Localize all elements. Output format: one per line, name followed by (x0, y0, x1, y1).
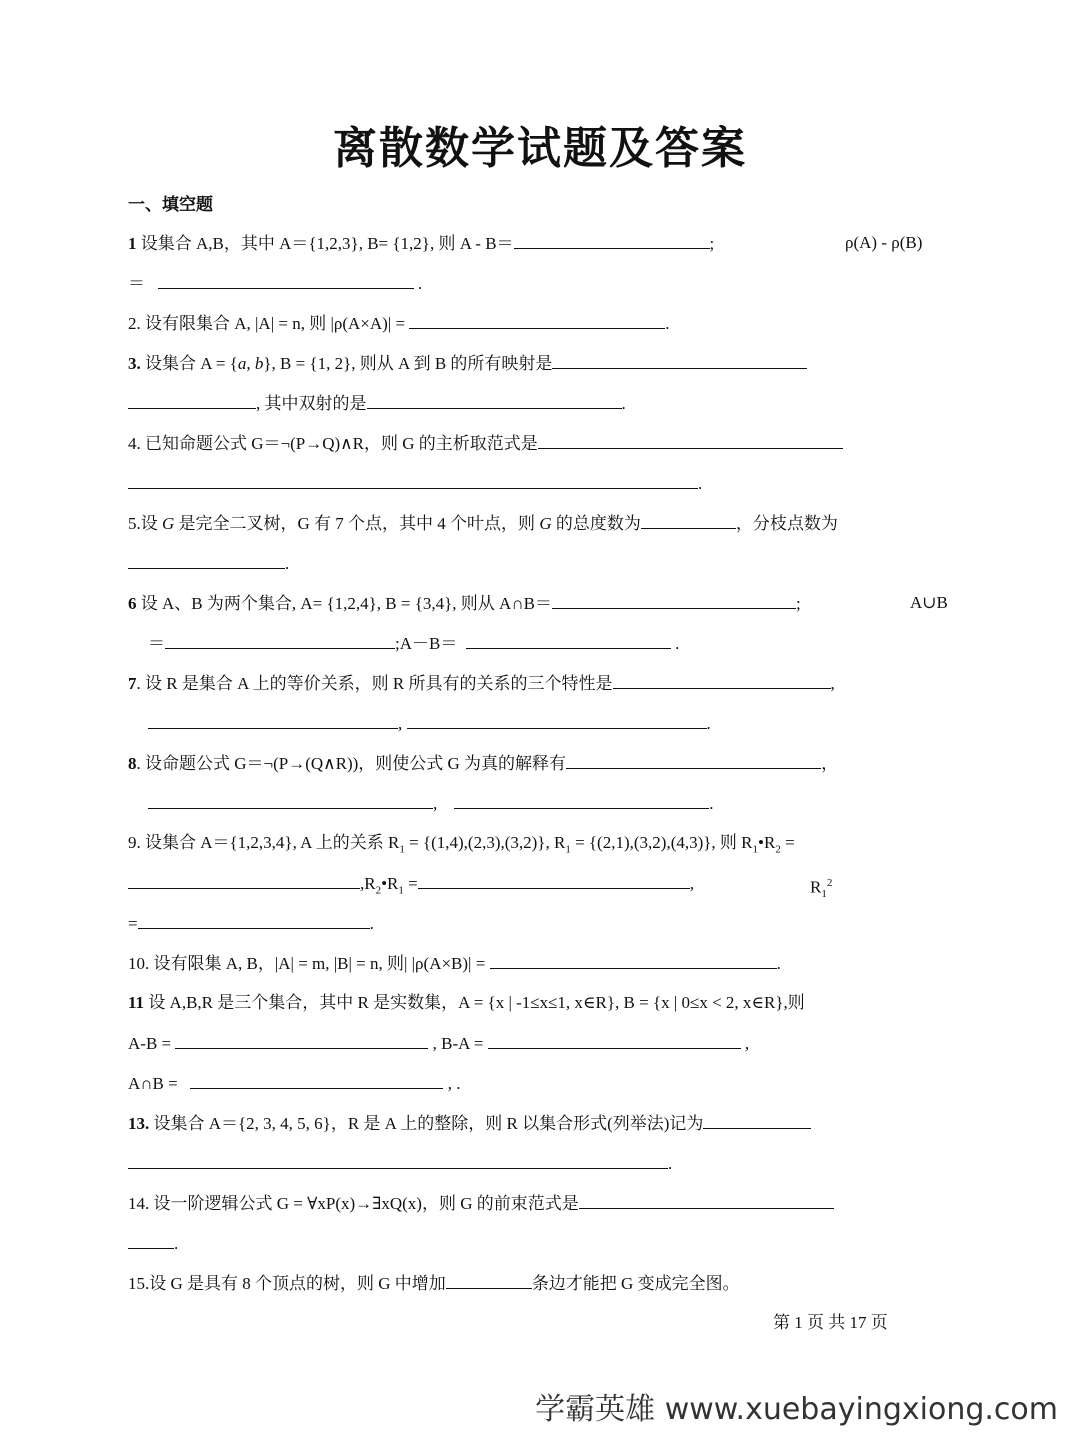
answer-blank (552, 351, 807, 369)
question-2 (128, 311, 670, 336)
superscript: 2 (826, 877, 833, 889)
question-15 (128, 1271, 740, 1296)
subscript: 1 (398, 884, 404, 897)
subscript: 1 (821, 888, 827, 901)
question-text: 10. 设有限集 A, B，|A| = m, |B| = n, 则| |ρ(A×B)| = (128, 954, 490, 973)
question-text: = (780, 833, 795, 852)
punct: ; (795, 594, 801, 613)
question-number: 11 (128, 993, 145, 1012)
question-6-union: A∪B (910, 593, 948, 612)
question-text: ，分枝点数为 (735, 514, 838, 533)
answer-blank (128, 551, 285, 569)
answer-blank (566, 751, 821, 769)
separator: , (398, 714, 407, 733)
punct: , . (443, 1074, 461, 1093)
question-14-line2 (128, 1231, 178, 1256)
question-9-line2 (128, 871, 694, 902)
question-1-line2 (128, 271, 422, 296)
page-title: 离散数学试题及答案 (333, 123, 747, 174)
punct: , (689, 874, 694, 893)
equals: ＝ (148, 634, 165, 653)
answer-blank (367, 391, 622, 409)
question-9 (128, 831, 795, 861)
punct: . (698, 474, 703, 493)
answer-blank (514, 231, 710, 249)
question-text: 2. 设有限集合 A, |A| = n, 则 |ρ(A×A)| = (128, 314, 410, 333)
question-11-line2 (128, 1031, 749, 1056)
question-9-r1-squared (810, 871, 832, 906)
question-number: 3. (128, 354, 141, 373)
question-number: 7 (128, 674, 137, 693)
answer-blank (148, 711, 398, 729)
punct: . (668, 1154, 673, 1173)
question-text: •R (758, 833, 776, 852)
punct: . (670, 634, 680, 653)
answer-blank (538, 431, 843, 449)
question-text: 设集合 A = { (140, 354, 238, 373)
equals: = (128, 914, 138, 933)
answer-blank (418, 871, 690, 889)
subscript: 2 (775, 843, 781, 856)
question-1 (128, 231, 714, 256)
question-text: ;A－B＝ (395, 634, 462, 653)
question-text: , B-A = (428, 1034, 488, 1053)
answer-blank (552, 591, 796, 609)
subscript: 1 (565, 843, 571, 856)
question-text: = (403, 874, 418, 893)
question-14 (128, 1191, 834, 1216)
punct: . (709, 794, 714, 813)
question-8 (128, 751, 838, 776)
question-6 (128, 591, 801, 616)
question-13 (128, 1111, 811, 1136)
question-number: 1 (128, 234, 137, 253)
question-11 (128, 991, 805, 1015)
answer-blank (175, 1031, 428, 1049)
equals: ＝ (128, 274, 145, 293)
answer-blank (148, 791, 433, 809)
question-9-line3 (128, 911, 374, 936)
subscript: 2 (375, 884, 382, 897)
subscript: 1 (399, 843, 405, 856)
answer-blank (407, 711, 707, 729)
punct: . (174, 1234, 179, 1253)
question-4-line2 (128, 471, 702, 496)
punct: , (740, 1034, 750, 1053)
question-text: 4. 已知命题公式 G＝¬(P→Q)∧R，则 G 的主析取范式是 (128, 434, 538, 453)
subscript: 1 (752, 843, 759, 856)
question-number: 8 (128, 754, 137, 773)
question-text: 14. 设一阶逻辑公式 G = ∀xP(x)→∃xQ(x)，则 G 的前束范式是 (128, 1194, 579, 1213)
var-g: G (539, 514, 552, 533)
watermark: 学霸英雄 www.xuebayingxiong.com (535, 1392, 1058, 1427)
answer-blank (454, 791, 709, 809)
answer-blank (128, 391, 256, 409)
answer-blank (409, 311, 665, 329)
answer-blank (128, 1151, 668, 1169)
question-1-rho: ρ(A) - ρ(B) (845, 233, 923, 252)
question-7 (128, 671, 835, 696)
punct: . (369, 914, 374, 933)
question-10 (128, 951, 781, 976)
punct: , (830, 674, 835, 693)
var-b: b (254, 354, 264, 373)
separator: , (433, 794, 442, 813)
answer-blank (128, 1231, 174, 1249)
punct: . (621, 394, 626, 413)
question-text: 设集合 A＝{2, 3, 4, 5, 6}，R 是 A 上的整除，则 R 以集合形式(列举法)记为 (149, 1114, 704, 1133)
punct: . (665, 314, 670, 333)
question-text: 设 A、B 为两个集合, A= {1,2,4}, B = {3,4}, 则从 A∩B＝ (136, 594, 552, 613)
answer-blank (641, 511, 736, 529)
question-text: = {(2,1),(3,2),(4,3)}, 则 R (570, 833, 753, 852)
question-6-line2 (148, 631, 679, 656)
answer-blank (165, 631, 395, 649)
question-text: }, B = {1, 2}, 则从 A 到 B 的所有映射是 (263, 354, 553, 373)
question-13-line2 (128, 1151, 672, 1176)
question-text: . 设 R 是集合 A 上的等价关系，则 R 所具有的关系的三个特性是 (136, 674, 613, 693)
question-7-line2 (148, 711, 711, 736)
question-text: , 其中双射的是 (256, 394, 367, 413)
punct: ， (821, 754, 839, 773)
question-text: 设集合 A,B，其中 A＝{1,2,3}, B= {1,2}, 则 A - B＝ (136, 234, 514, 253)
answer-blank (579, 1191, 834, 1209)
var-a: a (237, 354, 247, 373)
question-text: 15.设 G 是具有 8 个顶点的树，则 G 中增加 (128, 1274, 446, 1293)
var-g: G (162, 514, 175, 533)
question-text: = {(1,4),(2,3),(3,2)}, R (404, 833, 566, 852)
question-3-line2 (128, 391, 626, 416)
answer-blank (466, 631, 671, 649)
answer-blank (613, 671, 831, 689)
question-text: . 设命题公式 G＝¬(P→(Q∧R))，则使公式 G 为真的解释有 (136, 754, 567, 773)
page-footer: 第 1 页 共 17 页 (773, 1313, 888, 1332)
var-r: R (810, 877, 822, 897)
question-text: A∩B = (128, 1074, 182, 1093)
answer-blank (703, 1111, 811, 1129)
question-4 (128, 431, 843, 456)
answer-blank (138, 911, 370, 929)
answer-blank (158, 271, 414, 289)
question-text: •R (381, 874, 399, 893)
section-heading: 一、填空题 (128, 195, 213, 215)
question-8-line2 (148, 791, 714, 816)
punct: . (776, 954, 781, 973)
question-11-line3 (128, 1071, 460, 1096)
question-text: 是完全二叉树，G 有 7 个点，其中 4 个叶点，则 (174, 514, 540, 533)
answer-blank (190, 1071, 443, 1089)
answer-blank (490, 951, 777, 969)
answer-blank (488, 1031, 741, 1049)
answer-blank (446, 1271, 532, 1289)
question-5 (128, 511, 838, 536)
question-text: 条边才能把 G 变成完全图。 (531, 1274, 740, 1293)
separator: , (246, 354, 255, 373)
question-text: 设 A,B,R 是三个集合，其中 R 是实数集，A = {x | -1≤x≤1, x∈R}, B = {x | 0≤x < 2, x∈R},则 (144, 993, 805, 1012)
punct: . (413, 274, 423, 293)
question-text: 的总度数为 (551, 514, 641, 533)
punct: . (285, 554, 290, 573)
question-number: 6 (128, 594, 137, 613)
question-text: 5.设 (128, 514, 162, 533)
question-text: 9. 设集合 A＝{1,2,3,4}, A 上的关系 R (128, 833, 400, 852)
question-5-line2 (128, 551, 289, 576)
punct: . (706, 714, 711, 733)
punct: ; (709, 234, 715, 253)
question-number: 13. (128, 1114, 150, 1133)
answer-blank (128, 871, 360, 889)
question-3 (128, 351, 807, 376)
question-text: A-B = (128, 1034, 176, 1053)
answer-blank (128, 471, 698, 489)
question-text: ,R (360, 874, 376, 893)
